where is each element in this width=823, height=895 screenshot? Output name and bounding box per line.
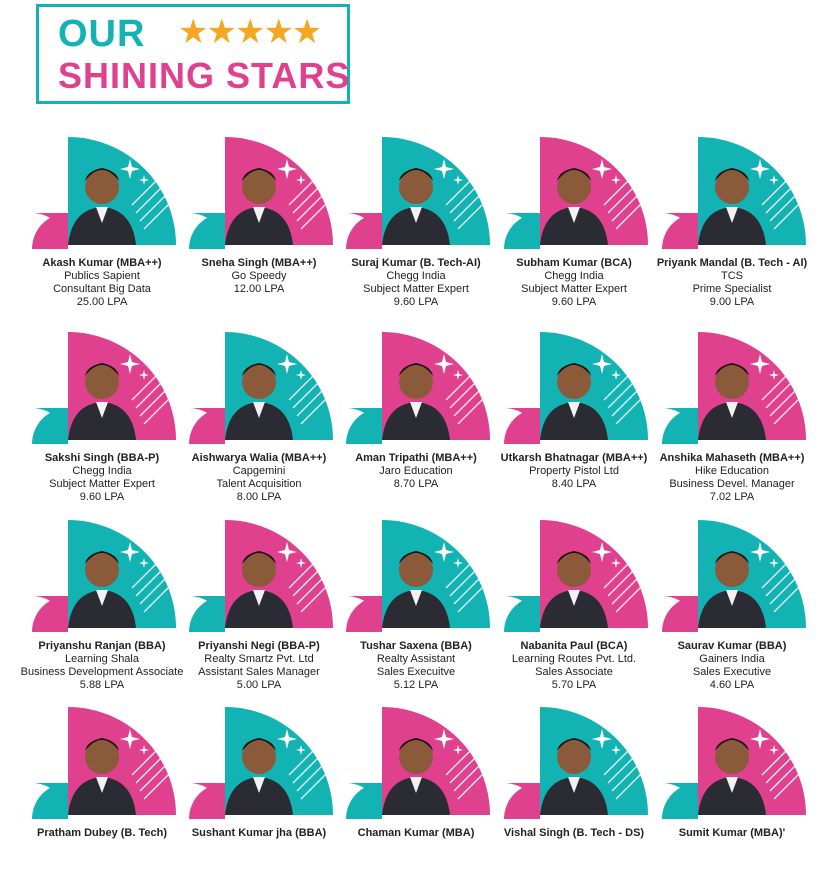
student-name: Subham Kumar (BCA) [516,257,632,269]
student-info [650,257,814,309]
student-company: Publics Sapient [64,270,140,282]
student-name: Vishal Singh (B. Tech - DS) [503,827,645,839]
student-package: 5.88 LPA [79,679,125,691]
student-card [177,330,341,520]
student-name: Nabanita Paul (BCA) [520,640,628,652]
student-info [492,452,656,491]
student-info [334,827,498,840]
student-package: 12.00 LPA [233,283,285,295]
student-info [492,827,656,840]
student-photo-frame [334,705,498,825]
five-star-rating-icon: ★★★★★ [178,13,321,51]
title-shining-stars: SHINING STARS [58,55,351,96]
student-role: Subject Matter Expert [363,283,469,295]
student-name: Aman Tripathi (MBA++) [355,452,477,464]
student-company: Gainers India [699,653,765,665]
student-name: Sakshi Singh (BBA-P) [44,452,160,464]
student-name: Chaman Kumar (MBA) [357,827,475,839]
student-company: Learning Shala [64,653,139,665]
student-role: Business Devel. Manager [669,478,795,490]
student-photo-frame [20,518,184,638]
student-company: Capgemini [232,465,286,477]
student-package: 5.70 LPA [551,679,597,691]
student-name: Saurav Kumar (BBA) [677,640,787,652]
student-info [177,452,341,504]
student-package: 8.00 LPA [236,491,282,503]
student-photo-frame [177,330,341,450]
student-company: Realty Assistant [376,653,456,665]
student-package: 9.00 LPA [709,296,755,308]
student-card [334,518,498,708]
student-package: 9.60 LPA [551,296,597,308]
student-name: Anshika Mahaseth (MBA++) [659,452,805,464]
student-name: Pratham Dubey (B. Tech) [37,827,167,839]
student-info [334,452,498,491]
student-card [650,518,814,708]
student-company: TCS [721,270,743,282]
student-card [334,705,498,895]
student-package: 25.00 LPA [76,296,128,308]
student-card [177,135,341,325]
student-photo-frame [650,135,814,255]
student-card [334,330,498,520]
student-role: Consultant Big Data [53,283,151,295]
student-package: 9.60 LPA [393,296,439,308]
student-package: 7.02 LPA [709,491,755,503]
student-name: Aishwarya Walia (MBA++) [191,452,327,464]
student-info [177,640,341,692]
student-card [650,330,814,520]
student-company: Chegg India [72,465,132,477]
student-package: 4.60 LPA [709,679,755,691]
student-role: Business Development Associate [20,666,184,678]
student-info [20,827,184,840]
student-photo-frame [334,330,498,450]
student-photo-frame [492,518,656,638]
student-name: Priyanshi Negi (BBA-P) [198,640,320,652]
student-package: 5.00 LPA [236,679,282,691]
student-card [492,330,656,520]
student-company: Realty Smartz Pvt. Ltd [204,653,314,665]
student-company: Property Pistol Ltd [529,465,619,477]
student-role: Subject Matter Expert [49,478,155,490]
student-card [20,705,184,895]
student-company: Hike Education [695,465,769,477]
student-info [492,640,656,692]
student-company: Go Speedy [231,270,287,282]
student-card [492,135,656,325]
student-company: Chegg India [544,270,604,282]
student-company: Learning Routes Pvt. Ltd. [511,653,637,665]
student-photo-frame [334,135,498,255]
student-package: 8.70 LPA [393,478,439,490]
student-card [492,518,656,708]
student-card [492,705,656,895]
student-package: 5.12 LPA [393,679,439,691]
student-photo-frame [492,705,656,825]
student-company: Jaro Education [379,465,453,477]
student-info [650,827,814,840]
student-info [177,257,341,296]
student-card [20,135,184,325]
student-info [20,640,184,692]
student-photo-frame [492,135,656,255]
student-info [334,257,498,309]
student-photo-frame [650,330,814,450]
student-name: Tushar Saxena (BBA) [360,640,472,652]
student-role: Assistant Sales Manager [198,666,320,678]
student-photo-frame [650,518,814,638]
student-info [650,640,814,692]
student-photo-frame [177,705,341,825]
student-photo-frame [20,135,184,255]
student-package: 8.40 LPA [551,478,597,490]
student-info [334,640,498,692]
student-name: Priyanshu Ranjan (BBA) [38,640,166,652]
student-info [177,827,341,840]
student-photo-frame [492,330,656,450]
student-photo-frame [20,330,184,450]
student-photo-frame [20,705,184,825]
student-role: Prime Specialist [692,283,772,295]
student-photo-frame [334,518,498,638]
student-photo-frame [650,705,814,825]
student-role: Sales Execuitve [376,666,456,678]
student-name: Priyank Mandal (B. Tech - AI) [656,257,808,269]
student-package: 9.60 LPA [79,491,125,503]
student-info [20,452,184,504]
student-name: Sumit Kumar (MBA)' [678,827,786,839]
student-info [492,257,656,309]
student-role: Subject Matter Expert [521,283,627,295]
student-card [650,135,814,325]
title-our: OUR [58,13,146,55]
student-card [177,705,341,895]
student-card [177,518,341,708]
student-company: Chegg India [386,270,446,282]
student-card [20,330,184,520]
student-photo-frame [177,135,341,255]
student-info [650,452,814,504]
student-name: Sneha Singh (MBA++) [201,257,317,269]
student-role: Sales Executive [692,666,772,678]
student-role: Sales Associate [535,666,613,678]
student-role: Talent Acquisition [216,478,302,490]
student-card [334,135,498,325]
student-info [20,257,184,309]
student-name: Akash Kumar (MBA++) [42,257,162,269]
student-card [20,518,184,708]
student-card [650,705,814,895]
student-photo-frame [177,518,341,638]
student-name: Sushant Kumar jha (BBA) [191,827,327,839]
student-name: Suraj Kumar (B. Tech-AI) [351,257,481,269]
student-name: Utkarsh Bhatnagar (MBA++) [500,452,648,464]
